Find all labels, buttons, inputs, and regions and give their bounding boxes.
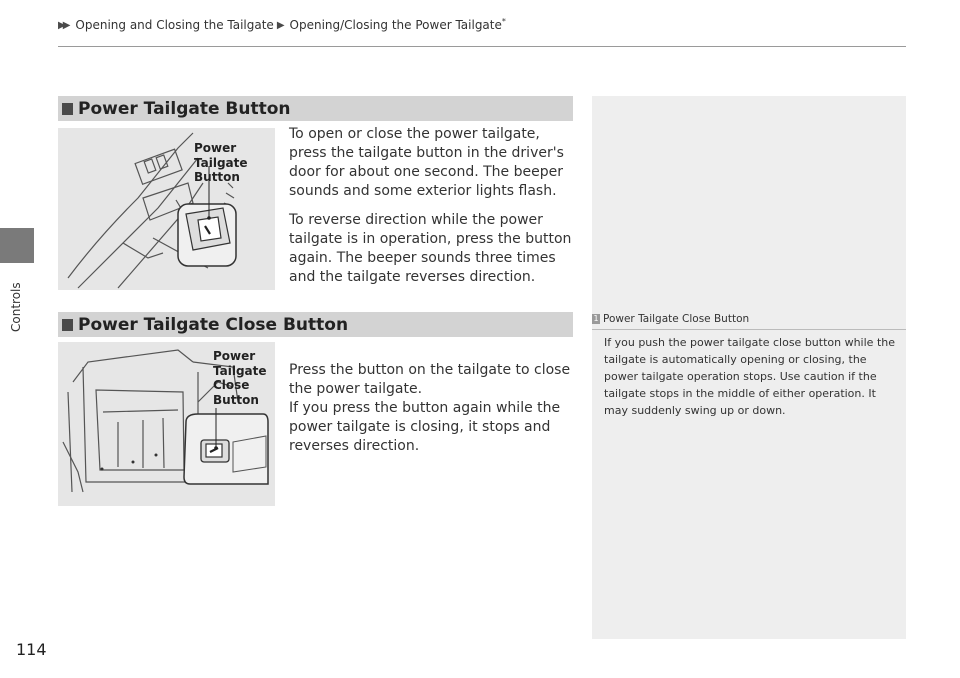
section-heading-text: Power Tailgate Button (78, 98, 291, 119)
section-body-power-tailgate-button (289, 125, 577, 287)
door-button-illustration (58, 128, 275, 290)
section-heading-power-tailgate-close-button (58, 312, 573, 337)
page-number: 114 (16, 640, 47, 659)
side-tab-label: Controls (9, 282, 23, 332)
section-heading-power-tailgate-button (58, 96, 573, 121)
figure-callout-power-tailgate-button (194, 141, 248, 185)
square-bullet-icon (62, 319, 73, 331)
body-paragraph: To open or close the power tailgate, press the tailgate button in the driver's door for about one second. The beeper sounds and some exterior lights flash. (289, 126, 564, 199)
callout-line: Button (194, 170, 240, 184)
callout-line: Tailgate (213, 363, 267, 378)
breadcrumb (58, 18, 506, 32)
note-body: If you push the power tailgate close button while the tailgate is automatically opening or closing, the power tailgate operation stops. Use caution if the tailgate stops in the middle of either operation. It may suddenly swing up or down. (604, 336, 895, 417)
breadcrumb-arrow-icon: ▶▶ (58, 19, 68, 31)
breadcrumb-item-power-tailgate[interactable]: Opening/Closing the Power Tailgate (289, 18, 502, 32)
body-paragraph: To reverse direction while the power tailgate is in operation, press the button again. The beeper sounds three times and the tailgate reverses direction. (289, 212, 572, 285)
square-bullet-icon (62, 103, 73, 115)
body-paragraph: Press the button on the tailgate to close the power tailgate. If you press the button again while the power tailgate is closing, it stops and reverses direction. (289, 362, 571, 454)
section-body-power-tailgate-close-button (289, 342, 577, 475)
callout-line: Close (213, 378, 250, 392)
side-tab-marker (0, 228, 34, 263)
header-divider (58, 46, 906, 47)
breadcrumb-arrow-icon: ▶ (276, 19, 282, 31)
breadcrumb-item-opening-closing[interactable]: Opening and Closing the Tailgate (75, 18, 274, 32)
breadcrumb-marker: * (501, 16, 506, 26)
note-divider (592, 329, 906, 330)
callout-line: Power (194, 141, 237, 155)
callout-line: Button (213, 392, 259, 407)
callout-line: Power (213, 349, 256, 363)
tailgate-close-button-illustration (58, 342, 275, 506)
note-title-text: Power Tailgate Close Button (603, 313, 750, 325)
figure-callout-power-tailgate-close-button (213, 349, 267, 407)
callout-line: Tailgate (194, 155, 248, 170)
note-title (592, 313, 906, 325)
section-heading-text: Power Tailgate Close Button (78, 314, 349, 335)
note-reference-badge: 1 (593, 314, 599, 323)
